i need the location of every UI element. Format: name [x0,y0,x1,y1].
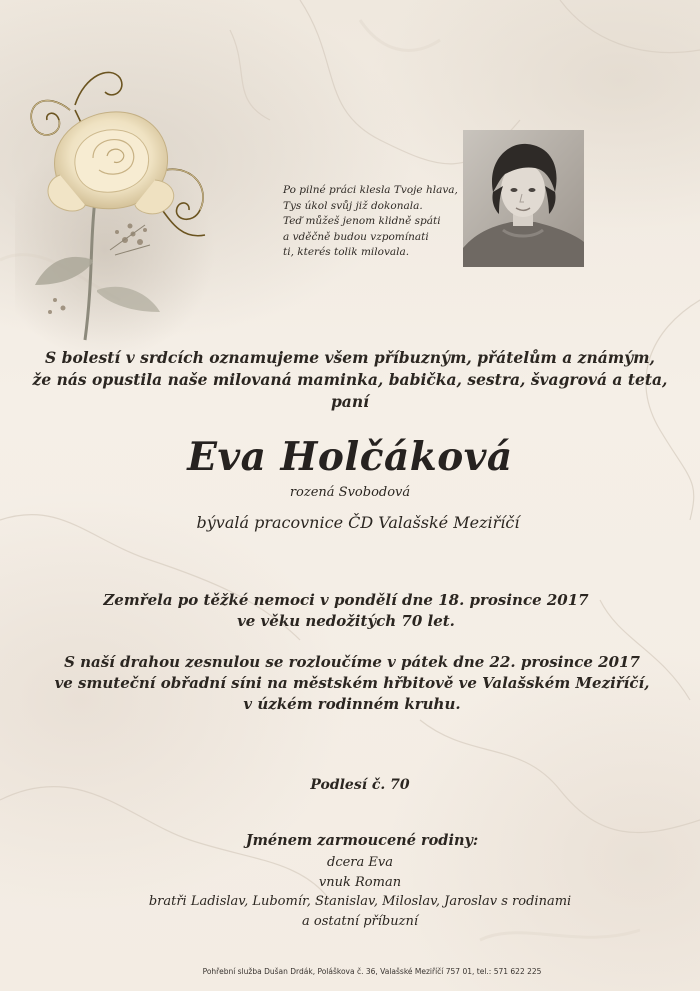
family-list [10,853,700,931]
announcement-line: že nás opustila naše milovaná maminka, babička, sestra, švagrová a teta, [32,370,668,389]
occupation: bývalá pracovnice ČD Valašské Meziříčí [196,513,520,532]
ceremony-line: v úzkém rodinném kruhu. [243,695,461,713]
poem-line: Po pilné práci klesla Tvoje hlava, [283,184,458,196]
death-notice [0,590,696,632]
death-line: Zemřela po těžké nemoci v pondělí dne 18. prosince 2017 [103,591,589,609]
death-line: ve věku nedožitých 70 let. [237,612,455,630]
ceremony-line: ve smuteční obřadní síni na městském hřbitově ve Valašském Meziříčí, [54,674,650,692]
funeral-service-footer: Pohřební služba Dušan Drdák, Poláškova č. 36, Valašské Meziříčí 757 01, tel.: 571 622 225 [202,967,542,976]
poem-line: ti, kterés tolik milovala. [283,246,410,258]
announcement-line: S bolestí v srdcích oznamujeme všem příbuzným, přátelům a známým, [45,348,655,367]
poem-line: Teď můžeš jenom klidně spáti [283,215,441,227]
poem [283,183,458,261]
announcement-line: paní [330,392,370,411]
family-member: vnuk Roman [318,874,402,890]
poem-line: Tys úkol svůj již dokonala. [283,199,423,212]
family-member: dcera Eva [327,855,393,870]
poem-line: a vděčně budou vzpomínati [283,230,429,243]
ceremony-notice [2,652,700,715]
portrait-photo [463,130,584,267]
family-member: a ostatní příbuzní [301,913,418,929]
family-member: bratři Ladislav, Lubomír, Stanislav, Miloslav, Jaroslav s rodinami [148,894,572,909]
announcement [0,347,700,413]
family-heading: Jménem zarmoucené rodiny: [245,832,479,849]
rose-ornament [15,50,235,350]
maiden-name: rozená Svobodová [289,485,411,500]
ceremony-line: S naší drahou zesnulou se rozloučíme v pátek dne 22. prosince 2017 [64,653,640,671]
address: Podlesí č. 70 [310,777,410,793]
deceased-name: Eva Holčáková [187,434,513,480]
